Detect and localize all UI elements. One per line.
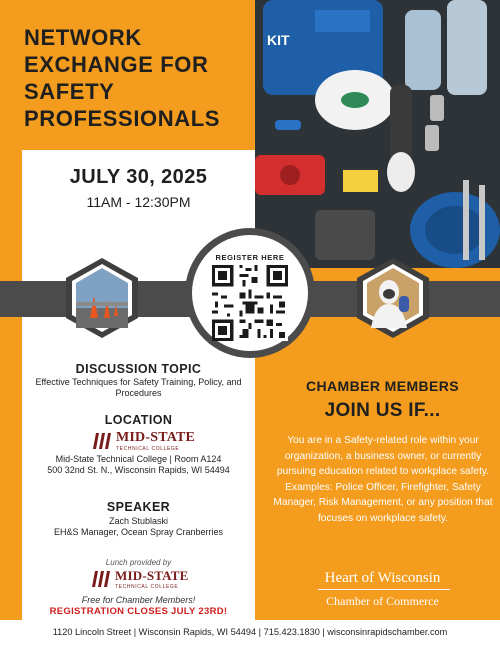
speaker-heading: SPEAKER: [106, 500, 171, 514]
chamber-logo-line2: Chamber of Commerce: [326, 594, 439, 608]
event-date: JULY 30, 2025: [69, 166, 208, 188]
event-time: 11AM - 12:30PM: [86, 194, 191, 210]
mid-state-logo: [93, 430, 195, 452]
svg-text:KIT: KIT: [267, 32, 290, 48]
eligibility-text: You are in a Safety-related role within your organization, a business owner, or currently pursuing education related to workplace safety. Examples: Police Officer, Firefighter, Safety Manager, Risk Management, or any position that focuses on workplace safety.: [273, 435, 493, 524]
lunch-sponsor-logo: [92, 568, 189, 590]
emergency-kit-illustration: [255, 0, 500, 268]
mid-state-sub: TECHNICAL COLLEGE: [115, 584, 179, 590]
speaker-title: EH&S Manager, Ocean Spray Cranberries: [53, 527, 224, 537]
lunch-label: Lunch provided by: [105, 558, 172, 567]
traffic-cones-photo: [62, 258, 142, 338]
mid-state-mark-icon: [93, 433, 113, 449]
location-heading: LOCATION: [104, 413, 173, 427]
qr-code-icon[interactable]: [212, 265, 288, 341]
speaker-name: Zach Stublaski: [108, 516, 169, 526]
registration-deadline: REGISTRATION CLOSES JULY 23RD!: [49, 606, 228, 617]
register-here-label: REGISTER HERE: [215, 253, 285, 262]
emergency-kit-photo: [255, 0, 500, 268]
discussion-heading: DISCUSSION TOPIC: [75, 362, 202, 376]
chamber-members-heading: CHAMBER MEMBERS: [306, 378, 459, 394]
mid-state-name: MID-STATE: [116, 430, 196, 445]
hazmat-suit-photo: [353, 258, 433, 338]
mid-state-mark-icon: [92, 571, 112, 587]
free-note: Free for Chamber Members!: [81, 595, 196, 605]
location-line2: 500 32nd St. N., Wisconsin Rapids, WI 54494: [47, 465, 230, 475]
mid-state-name: MID-STATE: [115, 568, 189, 583]
location-line1: Mid-State Technical College | Room A124: [55, 454, 222, 464]
discussion-text: Effective Techniques for Safety Training, Policy, and Procedures: [35, 377, 242, 398]
page-title: NETWORK EXCHANGE FOR SAFETY PROFESSIONALS: [24, 25, 221, 131]
mid-state-sub: TECHNICAL COLLEGE: [116, 446, 180, 452]
join-us-heading: JOIN US IF...: [324, 400, 441, 421]
footer-contact: 1120 Lincoln Street | Wisconsin Rapids, WI 54494 | 715.423.1830 | wisconsinrapidschamber.com: [52, 627, 448, 637]
chamber-logo-line1: Heart of Wisconsin: [324, 570, 441, 586]
chamber-logo-rule: [318, 589, 450, 590]
